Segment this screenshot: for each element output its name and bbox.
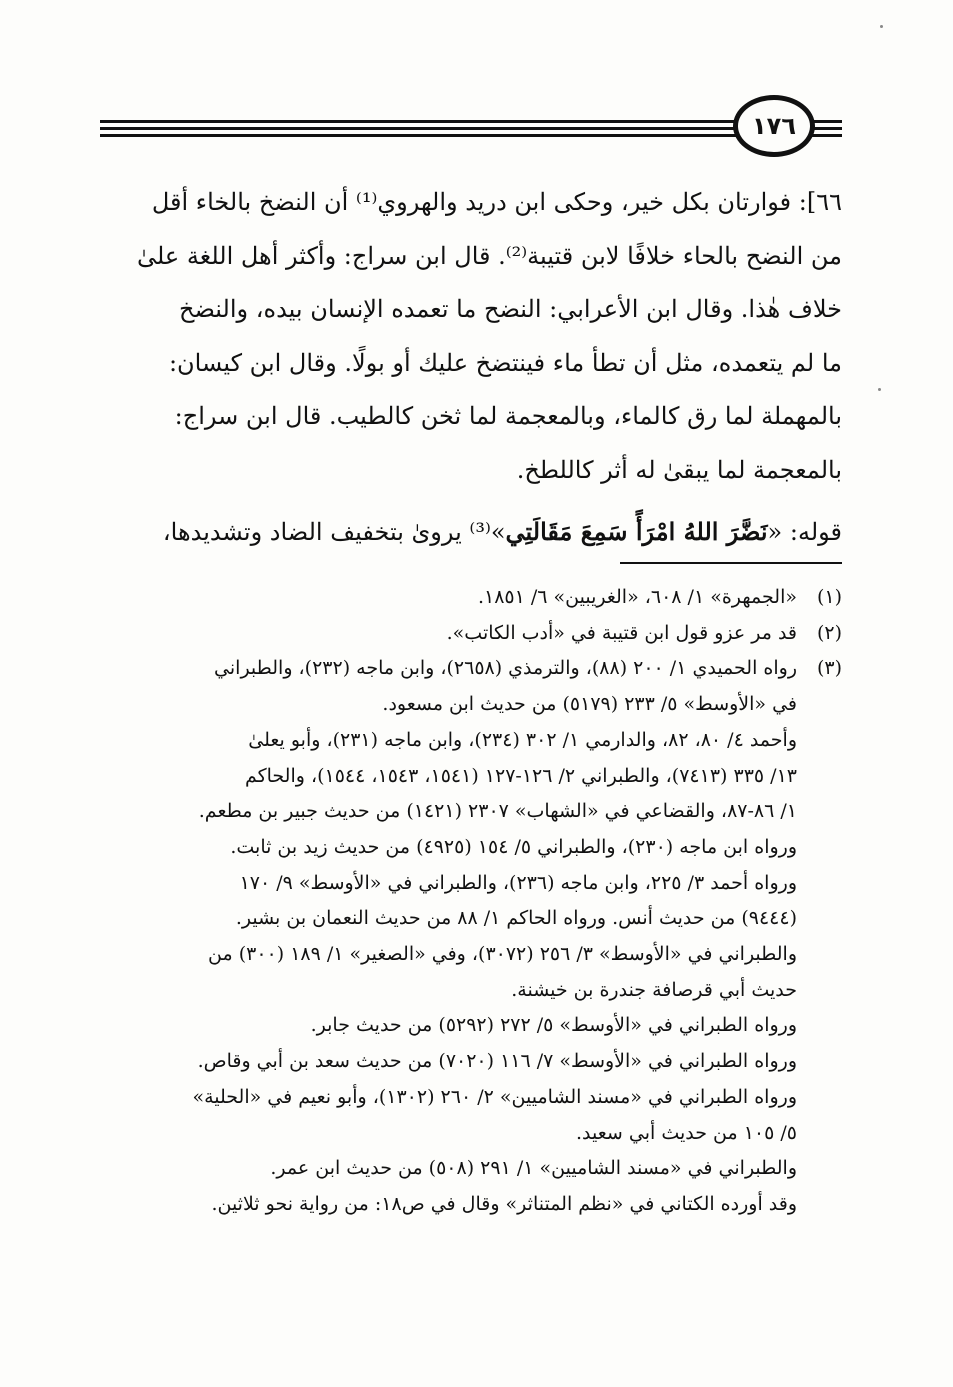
main-line: بالمعجمة لما يبقىٰ له أثر كاللطخ.: [516, 455, 842, 484]
footnote-body: [97, 830, 797, 866]
footnotes: [97, 580, 842, 1223]
footnote-continuation: [97, 1008, 842, 1044]
footnote-line: ١٣/ ٣٣٥ (٧٤١٣)، والطبراني ٢/ ١٢٦-١٢٧ (١٥٤١، ١٥٤٣، ١٥٤٤)، والحاكم: [244, 764, 797, 787]
page-number: ١٧٦: [752, 112, 796, 140]
footnote-continuation: [97, 830, 842, 866]
footnote-line: رواه الحميدي ١/ ٢٠٠ (٨٨)، والترمذي (٢٦٥٨)، وابن ماجه (٢٣٢)، والطبراني: [214, 657, 797, 680]
footnote-line: والطبراني في «الأوسط» ٣/ ٢٥٦ (٣٠٧٢)، وفي «الصغير» ١/ ١٨٩ (٣٠٠) من: [208, 943, 797, 966]
main-line: من النضح بالحاء خلافًا لابن قتيبة⁽²⁾. قال ابن سراج: وأكثر أهل اللغة علىٰ: [136, 241, 842, 270]
scan-speck: [878, 388, 881, 391]
footnote-line: «الجمهرة» ١/ ٦٠٨، «الغريبين» ٦/ ١٨٥١.: [477, 586, 797, 608]
hadith-text: نَضَّرَ اللهُ امْرَأً سَمِعَ مَقَالَتِي: [505, 517, 768, 546]
footnote-number: (٣): [816, 657, 842, 680]
main-text: [97, 176, 842, 560]
footnote-number: [797, 1044, 842, 1080]
footnote-number: [797, 830, 842, 866]
footnote-line: ١/ ٨٦-٨٧، والقضاعي في «الشهاب» ٢٣٠٧ (١٤٢١) من حديث جبير بن مطعم.: [198, 800, 797, 823]
footnote-number: [797, 866, 842, 937]
footnote-line: حديث أبي قرصافة جندرة بن خيشنة.: [511, 978, 797, 1001]
page-number-badge: [733, 95, 815, 157]
footnote-number: [797, 937, 842, 1008]
footnote-continuation: [97, 1151, 842, 1187]
footnote-line: ورواه الطبراني في «الأوسط» ٧/ ١١٦ (٧٠٢٠) من حديث سعد بن أبي وقاص.: [197, 1050, 797, 1073]
footnote-line: قد مر عزو قول ابن قتيبة في «أدب الكاتب».: [446, 621, 797, 644]
footnote-body: [97, 723, 797, 830]
footnote-number: [797, 1008, 842, 1044]
footnote-body: [97, 1008, 797, 1044]
footnote-line: ورواه ابن ماجه (٢٣٠)، والطبراني ٥/ ١٥٤ (٤٩٢٥) من حديث زيد بن ثابت.: [230, 835, 797, 858]
footnote-number: (١): [816, 586, 842, 608]
scan-speck: [880, 25, 883, 28]
footnote-continuation: [97, 723, 842, 830]
footnote-continuation: [97, 1044, 842, 1080]
footnote-line: وأحمد ٤/ ٨٠، ٨٢، والدارمي ١/ ٣٠٢ (٢٣٤)، وابن ماجه (٢٣١)، وأبو يعلىٰ: [248, 728, 797, 751]
header-rule-middle: [100, 127, 842, 130]
footnote-body: [97, 1044, 797, 1080]
footnote-body: [97, 651, 797, 722]
footnote-body: [97, 1187, 797, 1223]
main-line: خلاف هٰذا. وقال ابن الأعرابي: النضح ما تعمده الإنسان بيده، والنضخ: [179, 295, 842, 323]
footnote-line: في «الأوسط» ٥/ ٢٣٣ (٥١٧٩) من حديث ابن مسعود.: [382, 693, 797, 716]
footnote-body: [97, 616, 797, 652]
main-line: ٦٦]: فوارتان بكل خير، وحكى ابن دريد والهروي⁽¹⁾ أن النضخ بالخاء أقل: [151, 188, 842, 216]
footnote-separator: [620, 562, 842, 564]
footnote-number: [797, 1187, 842, 1223]
footnote-body: [97, 866, 797, 937]
footnote-continuation: [97, 1080, 842, 1151]
footnote-line: ٥/ ١٠٥ من حديث أبي سعيد.: [576, 1121, 797, 1144]
footnote-body: [97, 1151, 797, 1187]
footnote-number: [797, 1080, 842, 1151]
footnote: [97, 651, 842, 722]
footnote-line: (٩٤٤٤) من حديث أنس. ورواه الحاكم ١/ ٨٨ من حديث النعمان بن بشير.: [235, 907, 797, 930]
hadith-quote-line: [97, 505, 842, 560]
footnote-body: [97, 937, 797, 1008]
footnote-line: والطبراني في «مسند الشاميين» ١/ ٢٩١ (٥٠٨) من حديث ابن عمر.: [270, 1157, 797, 1180]
footnote-number: (٢): [816, 621, 842, 644]
footnote-line: ورواه الطبراني في «الأوسط» ٥/ ٢٧٢ (٥٢٩٢) من حديث جابر.: [310, 1014, 797, 1037]
footnote-number: [797, 723, 842, 830]
main-line: بالمهملة لما رق كالماء، وبالمعجمة لما ثخن كالطيب. قال ابن سراج:: [174, 402, 842, 430]
quote-prefix: قوله: «: [767, 518, 842, 546]
footnote: [97, 616, 842, 652]
footnote-continuation: [97, 866, 842, 937]
header-rule-top: [100, 120, 842, 123]
footnote-line: ورواه أحمد ٣/ ٢٢٥، وابن ماجه (٢٣٦)، والطبراني في «الأوسط» ٩/ ١٧٠: [239, 871, 797, 894]
footnote-continuation: [97, 1187, 842, 1223]
footnote-continuation: [97, 937, 842, 1008]
main-line: ما لم يتعمده، مثل أن تطأ ماء فينتضخ عليك أو بولًا. وقال ابن كيسان:: [168, 348, 842, 377]
footnote-line: وقد أورده الكتاني في «نظم المتناثر» وقال في ص١٨: من رواية نحو ثلاثين.: [211, 1192, 797, 1215]
footnote-body: [97, 1080, 797, 1151]
quote-suffix: »⁽³⁾ يروىٰ بتخفيف الضاد وتشديدها،: [162, 518, 506, 546]
header-rule-bottom: [100, 134, 842, 137]
footnote-line: ورواه الطبراني في «مسند الشاميين» ٢/ ٢٦٠ (١٣٠٢)، وأبو نعيم في «الحلية»: [192, 1085, 797, 1108]
footnote-body: [97, 580, 797, 616]
footnote-number: [797, 1151, 842, 1187]
footnote: [97, 580, 842, 616]
